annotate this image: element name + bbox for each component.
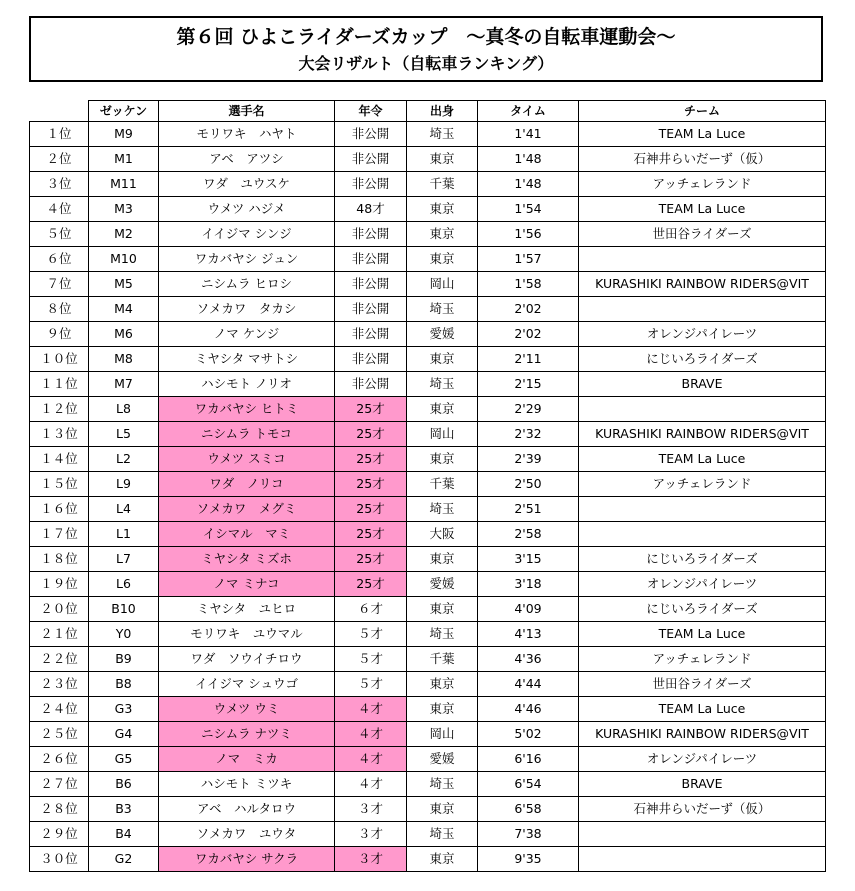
table-row xyxy=(30,647,826,672)
name-cell: ソメカワ ユウタ xyxy=(159,822,335,847)
age-cell: ４才 xyxy=(335,697,407,722)
rank-cell: ５位 xyxy=(30,222,89,247)
rank-cell: ４位 xyxy=(30,197,89,222)
name-cell: ワダ ノリコ xyxy=(159,472,335,497)
age-cell: 非公開 xyxy=(335,322,407,347)
time-cell: 2'15 xyxy=(478,372,579,397)
page-title: 第６回 ひよこライダーズカップ ～真冬の自転車運動会～ xyxy=(176,26,676,48)
age-cell: ５才 xyxy=(335,647,407,672)
age-cell: 非公開 xyxy=(335,272,407,297)
bib-cell: M10 xyxy=(89,247,159,272)
team-cell: TEAM La Luce xyxy=(579,197,826,222)
bib-cell: M4 xyxy=(89,297,159,322)
table-row xyxy=(30,197,826,222)
table-row xyxy=(30,397,826,422)
bib-cell: M6 xyxy=(89,322,159,347)
bib-cell: L4 xyxy=(89,497,159,522)
rank-cell: ２１位 xyxy=(30,622,89,647)
bib-cell: M1 xyxy=(89,147,159,172)
table-row xyxy=(30,547,826,572)
bib-cell: G3 xyxy=(89,697,159,722)
age-cell: ５才 xyxy=(335,672,407,697)
bib-cell: L8 xyxy=(89,397,159,422)
name-cell: ワカバヤシ サクラ xyxy=(159,847,335,872)
age-cell: 非公開 xyxy=(335,372,407,397)
team-cell: にじいろライダーズ xyxy=(579,347,826,372)
origin-cell: 東京 xyxy=(407,247,478,272)
origin-cell: 東京 xyxy=(407,397,478,422)
name-cell: ニシムラ ナツミ xyxy=(159,722,335,747)
time-cell: 1'56 xyxy=(478,222,579,247)
origin-cell: 東京 xyxy=(407,597,478,622)
bib-cell: B8 xyxy=(89,672,159,697)
age-cell: ６才 xyxy=(335,597,407,622)
team-cell: TEAM La Luce xyxy=(579,622,826,647)
team-cell: にじいろライダーズ xyxy=(579,547,826,572)
team-cell: オレンジパイレーツ xyxy=(579,572,826,597)
table-row xyxy=(30,272,826,297)
rank-cell: １５位 xyxy=(30,472,89,497)
bib-cell: Y0 xyxy=(89,622,159,647)
origin-cell: 埼玉 xyxy=(407,372,478,397)
age-cell: 非公開 xyxy=(335,122,407,147)
time-cell: 4'13 xyxy=(478,622,579,647)
age-cell: ５才 xyxy=(335,622,407,647)
origin-cell: 埼玉 xyxy=(407,822,478,847)
time-cell: 3'15 xyxy=(478,547,579,572)
table-row xyxy=(30,372,826,397)
age-cell: 25才 xyxy=(335,472,407,497)
rank-cell: ３０位 xyxy=(30,847,89,872)
team-cell: TEAM La Luce xyxy=(579,697,826,722)
rank-cell: ２４位 xyxy=(30,697,89,722)
origin-cell: 千葉 xyxy=(407,647,478,672)
team-cell: BRAVE xyxy=(579,372,826,397)
age-cell: 非公開 xyxy=(335,347,407,372)
bib-cell: L2 xyxy=(89,447,159,472)
header-row xyxy=(30,101,826,122)
age-cell: 25才 xyxy=(335,497,407,522)
origin-cell: 岡山 xyxy=(407,722,478,747)
bib-cell: M3 xyxy=(89,197,159,222)
table-row xyxy=(30,847,826,872)
name-cell: ワダ ソウイチロウ xyxy=(159,647,335,672)
origin-cell: 愛媛 xyxy=(407,572,478,597)
age-cell: ４才 xyxy=(335,747,407,772)
bib-cell: B6 xyxy=(89,772,159,797)
bib-cell: B9 xyxy=(89,647,159,672)
team-cell: KURASHIKI RAINBOW RIDERS@VIT xyxy=(579,272,826,297)
origin-cell: 東京 xyxy=(407,197,478,222)
rank-cell: １０位 xyxy=(30,347,89,372)
rank-cell: １６位 xyxy=(30,497,89,522)
table-row xyxy=(30,422,826,447)
time-cell: 9'35 xyxy=(478,847,579,872)
bib-cell: B10 xyxy=(89,597,159,622)
origin-cell: 東京 xyxy=(407,847,478,872)
page-subtitle: 大会リザルト（自転車ランキング） xyxy=(298,54,554,73)
team-cell xyxy=(579,497,826,522)
origin-cell: 岡山 xyxy=(407,422,478,447)
bib-cell: L9 xyxy=(89,472,159,497)
rank-cell: ２位 xyxy=(30,147,89,172)
origin-cell: 東京 xyxy=(407,222,478,247)
name-cell: ワカバヤシ ヒトミ xyxy=(159,397,335,422)
origin-cell: 愛媛 xyxy=(407,747,478,772)
time-cell: 2'29 xyxy=(478,397,579,422)
name-cell: イシマル マミ xyxy=(159,522,335,547)
name-cell: ノマ ミカ xyxy=(159,747,335,772)
team-cell: 石神井らいだーず（仮） xyxy=(579,147,826,172)
table-row xyxy=(30,447,826,472)
team-cell: アッチェレランド xyxy=(579,472,826,497)
team-cell: 石神井らいだーず（仮） xyxy=(579,797,826,822)
team-cell xyxy=(579,247,826,272)
table-row xyxy=(30,472,826,497)
team-cell xyxy=(579,397,826,422)
time-cell: 2'02 xyxy=(478,297,579,322)
table-row xyxy=(30,822,826,847)
bib-cell: L6 xyxy=(89,572,159,597)
table-row xyxy=(30,697,826,722)
age-cell: 25才 xyxy=(335,447,407,472)
origin-cell: 千葉 xyxy=(407,472,478,497)
table-row xyxy=(30,797,826,822)
name-cell: ウメツ ウミ xyxy=(159,697,335,722)
name-cell: イイジマ シュウゴ xyxy=(159,672,335,697)
table-row xyxy=(30,497,826,522)
bib-cell: L7 xyxy=(89,547,159,572)
time-cell: 2'39 xyxy=(478,447,579,472)
table-row xyxy=(30,597,826,622)
rank-cell: １８位 xyxy=(30,547,89,572)
time-cell: 1'48 xyxy=(478,172,579,197)
rank-cell: ２０位 xyxy=(30,597,89,622)
header-origin: 出身 xyxy=(407,101,478,122)
rank-cell: ７位 xyxy=(30,272,89,297)
table-row xyxy=(30,747,826,772)
time-cell: 2'32 xyxy=(478,422,579,447)
origin-cell: 千葉 xyxy=(407,172,478,197)
name-cell: ソメカワ メグミ xyxy=(159,497,335,522)
name-cell: ワカバヤシ ジュン xyxy=(159,247,335,272)
rank-cell: ２８位 xyxy=(30,797,89,822)
rank-cell: １位 xyxy=(30,122,89,147)
origin-cell: 東京 xyxy=(407,697,478,722)
time-cell: 1'48 xyxy=(478,147,579,172)
table-row xyxy=(30,722,826,747)
table-row xyxy=(30,147,826,172)
name-cell: ニシムラ ヒロシ xyxy=(159,272,335,297)
age-cell: 48才 xyxy=(335,197,407,222)
time-cell: 4'36 xyxy=(478,647,579,672)
time-cell: 3'18 xyxy=(478,572,579,597)
time-cell: 2'58 xyxy=(478,522,579,547)
time-cell: 4'09 xyxy=(478,597,579,622)
bib-cell: M5 xyxy=(89,272,159,297)
table-row xyxy=(30,247,826,272)
time-cell: 4'46 xyxy=(478,697,579,722)
header-age: 年令 xyxy=(335,101,407,122)
team-cell: 世田谷ライダーズ xyxy=(579,672,826,697)
age-cell: 非公開 xyxy=(335,222,407,247)
origin-cell: 埼玉 xyxy=(407,297,478,322)
bib-cell: M9 xyxy=(89,122,159,147)
origin-cell: 東京 xyxy=(407,797,478,822)
age-cell: 25才 xyxy=(335,547,407,572)
age-cell: ３才 xyxy=(335,797,407,822)
rank-cell: １４位 xyxy=(30,447,89,472)
rank-cell: ８位 xyxy=(30,297,89,322)
team-cell: KURASHIKI RAINBOW RIDERS@VIT xyxy=(579,722,826,747)
rank-cell: ２９位 xyxy=(30,822,89,847)
team-cell: TEAM La Luce xyxy=(579,447,826,472)
title-box xyxy=(29,16,823,82)
rank-cell: ２７位 xyxy=(30,772,89,797)
origin-cell: 埼玉 xyxy=(407,622,478,647)
bib-cell: M11 xyxy=(89,172,159,197)
name-cell: アベ アツシ xyxy=(159,147,335,172)
team-cell: オレンジパイレーツ xyxy=(579,322,826,347)
time-cell: 2'11 xyxy=(478,347,579,372)
name-cell: モリワキ ハヤト xyxy=(159,122,335,147)
time-cell: 7'38 xyxy=(478,822,579,847)
team-cell: アッチェレランド xyxy=(579,647,826,672)
age-cell: ３才 xyxy=(335,822,407,847)
team-cell: BRAVE xyxy=(579,772,826,797)
team-cell xyxy=(579,822,826,847)
time-cell: 2'51 xyxy=(478,497,579,522)
time-cell: 1'57 xyxy=(478,247,579,272)
table-row xyxy=(30,297,826,322)
rank-cell: １３位 xyxy=(30,422,89,447)
table-row xyxy=(30,322,826,347)
origin-cell: 東京 xyxy=(407,672,478,697)
age-cell: ４才 xyxy=(335,722,407,747)
team-cell: アッチェレランド xyxy=(579,172,826,197)
bib-cell: L1 xyxy=(89,522,159,547)
name-cell: モリワキ ユウマル xyxy=(159,622,335,647)
team-cell: オレンジパイレーツ xyxy=(579,747,826,772)
name-cell: イイジマ シンジ xyxy=(159,222,335,247)
bib-cell: G5 xyxy=(89,747,159,772)
name-cell: ミヤシタ ユヒロ xyxy=(159,597,335,622)
time-cell: 6'54 xyxy=(478,772,579,797)
origin-cell: 埼玉 xyxy=(407,497,478,522)
age-cell: 25才 xyxy=(335,397,407,422)
team-cell: にじいろライダーズ xyxy=(579,597,826,622)
table-row xyxy=(30,347,826,372)
rank-cell: ２６位 xyxy=(30,747,89,772)
bib-cell: B3 xyxy=(89,797,159,822)
table-row xyxy=(30,172,826,197)
time-cell: 5'02 xyxy=(478,722,579,747)
team-cell: 世田谷ライダーズ xyxy=(579,222,826,247)
time-cell: 6'58 xyxy=(478,797,579,822)
team-cell: TEAM La Luce xyxy=(579,122,826,147)
origin-cell: 埼玉 xyxy=(407,122,478,147)
age-cell: 非公開 xyxy=(335,247,407,272)
time-cell: 4'44 xyxy=(478,672,579,697)
age-cell: 25才 xyxy=(335,522,407,547)
rank-cell: ６位 xyxy=(30,247,89,272)
header-rank xyxy=(30,101,89,122)
origin-cell: 愛媛 xyxy=(407,322,478,347)
table-row xyxy=(30,672,826,697)
origin-cell: 東京 xyxy=(407,147,478,172)
name-cell: ウメツ スミコ xyxy=(159,447,335,472)
rank-cell: １９位 xyxy=(30,572,89,597)
bib-cell: M7 xyxy=(89,372,159,397)
age-cell: ４才 xyxy=(335,772,407,797)
team-cell: KURASHIKI RAINBOW RIDERS@VIT xyxy=(579,422,826,447)
name-cell: ソメカワ タカシ xyxy=(159,297,335,322)
age-cell: 非公開 xyxy=(335,172,407,197)
team-cell xyxy=(579,297,826,322)
origin-cell: 東京 xyxy=(407,447,478,472)
results-table xyxy=(29,100,826,872)
time-cell: 6'16 xyxy=(478,747,579,772)
name-cell: アベ ハルタロウ xyxy=(159,797,335,822)
origin-cell: 埼玉 xyxy=(407,772,478,797)
time-cell: 2'02 xyxy=(478,322,579,347)
origin-cell: 大阪 xyxy=(407,522,478,547)
time-cell: 1'41 xyxy=(478,122,579,147)
bib-cell: M2 xyxy=(89,222,159,247)
table-row xyxy=(30,522,826,547)
header-time: タイム xyxy=(478,101,579,122)
bib-cell: L5 xyxy=(89,422,159,447)
bib-cell: B4 xyxy=(89,822,159,847)
rank-cell: ２５位 xyxy=(30,722,89,747)
time-cell: 2'50 xyxy=(478,472,579,497)
table-row xyxy=(30,622,826,647)
rank-cell: １１位 xyxy=(30,372,89,397)
name-cell: ワダ ユウスケ xyxy=(159,172,335,197)
bib-cell: G2 xyxy=(89,847,159,872)
table-row xyxy=(30,122,826,147)
table-row xyxy=(30,222,826,247)
results-body xyxy=(30,122,826,872)
table-row xyxy=(30,572,826,597)
time-cell: 1'58 xyxy=(478,272,579,297)
origin-cell: 岡山 xyxy=(407,272,478,297)
name-cell: ウメツ ハジメ xyxy=(159,197,335,222)
rank-cell: ３位 xyxy=(30,172,89,197)
age-cell: ３才 xyxy=(335,847,407,872)
bib-cell: M8 xyxy=(89,347,159,372)
age-cell: 非公開 xyxy=(335,147,407,172)
rank-cell: ９位 xyxy=(30,322,89,347)
table-row xyxy=(30,772,826,797)
team-cell xyxy=(579,522,826,547)
age-cell: 非公開 xyxy=(335,297,407,322)
header-team: チーム xyxy=(579,101,826,122)
origin-cell: 東京 xyxy=(407,347,478,372)
rank-cell: １２位 xyxy=(30,397,89,422)
rank-cell: ２２位 xyxy=(30,647,89,672)
rank-cell: １７位 xyxy=(30,522,89,547)
rank-cell: ２３位 xyxy=(30,672,89,697)
bib-cell: G4 xyxy=(89,722,159,747)
age-cell: 25才 xyxy=(335,422,407,447)
name-cell: ハシモト ノリオ xyxy=(159,372,335,397)
time-cell: 1'54 xyxy=(478,197,579,222)
origin-cell: 東京 xyxy=(407,547,478,572)
name-cell: ミヤシタ ミズホ xyxy=(159,547,335,572)
team-cell xyxy=(579,847,826,872)
header-bib: ゼッケン xyxy=(89,101,159,122)
name-cell: ハシモト ミツキ xyxy=(159,772,335,797)
name-cell: ノマ ミナコ xyxy=(159,572,335,597)
header-name: 選手名 xyxy=(159,101,335,122)
name-cell: ニシムラ トモコ xyxy=(159,422,335,447)
name-cell: ノマ ケンジ xyxy=(159,322,335,347)
name-cell: ミヤシタ マサトシ xyxy=(159,347,335,372)
age-cell: 25才 xyxy=(335,572,407,597)
